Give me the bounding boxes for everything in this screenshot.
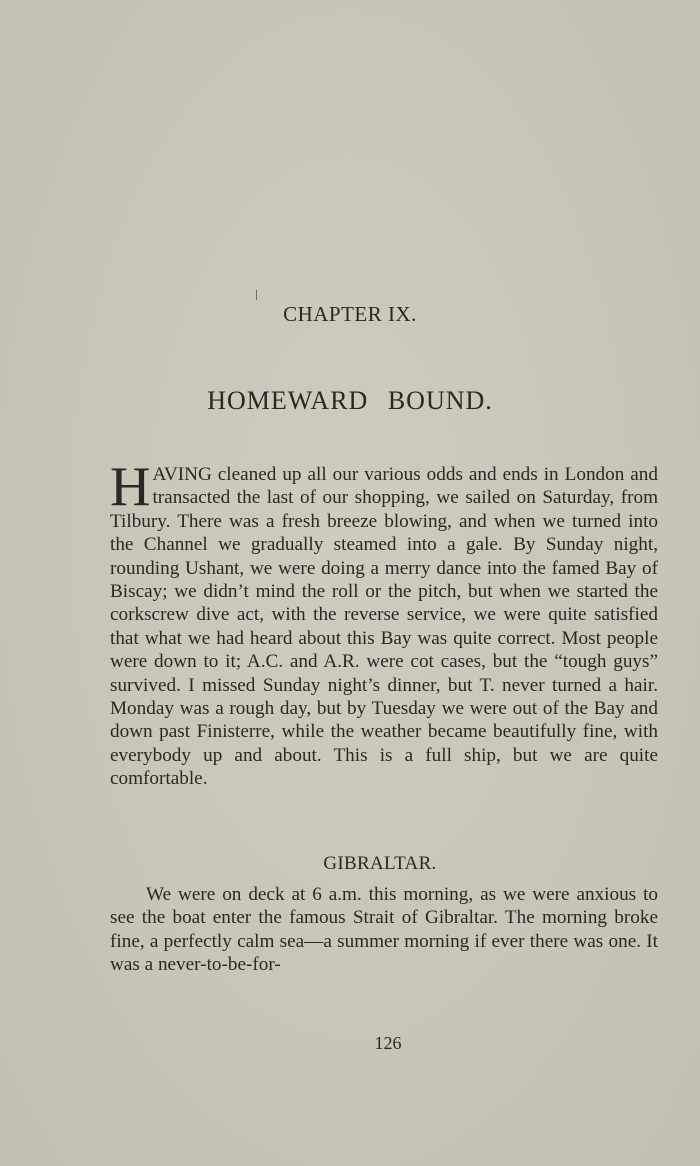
- section-heading: GIBRALTAR.: [323, 853, 437, 874]
- paragraph-1: [110, 456, 658, 791]
- paragraph-2: We were on deck at 6 a.m. this morning, as we were anxious to see the boat enter the famous Strait of Gibraltar. The morning broke fine, a perfectly calm sea—a summer morning if ever there was one. It was a never-to-be-for-: [110, 884, 658, 976]
- paragraph-1-text: AVING cleaned up all our various odds and ends in London and transacted the last of our shopping, we sailed on Saturday, from Tilbury. There was a fresh breeze blowing, and when we turned into the Channel we gradually steamed into a gale. By Sunday night, rounding Ushant, we were doing a merry dance into the famed Bay of Biscay; we didn’t mind the roll or the pitch, but when we started the corkscrew dive act, with the reverse service, we were quite satisfied that what we had heard about this Bay was quite correct. Most people were down to it; A.C. and A.R. were cot cases, but the “tough guys” survived. I missed Sunday night’s dinner, but T. never turned a hair. Monday was a rough day, but by Tuesday we were out of the Bay and down past Finisterre, while the weather became beautifully fine, with everybody up and about. This is a full ship, but we are quite comfortable.: [110, 464, 658, 790]
- drop-cap: H: [110, 456, 151, 518]
- stray-mark: [256, 290, 257, 300]
- chapter-title: HOMEWARD BOUND.: [207, 386, 493, 415]
- chapter-number: CHAPTER IX.: [283, 302, 417, 326]
- page-number: 126: [374, 1033, 402, 1053]
